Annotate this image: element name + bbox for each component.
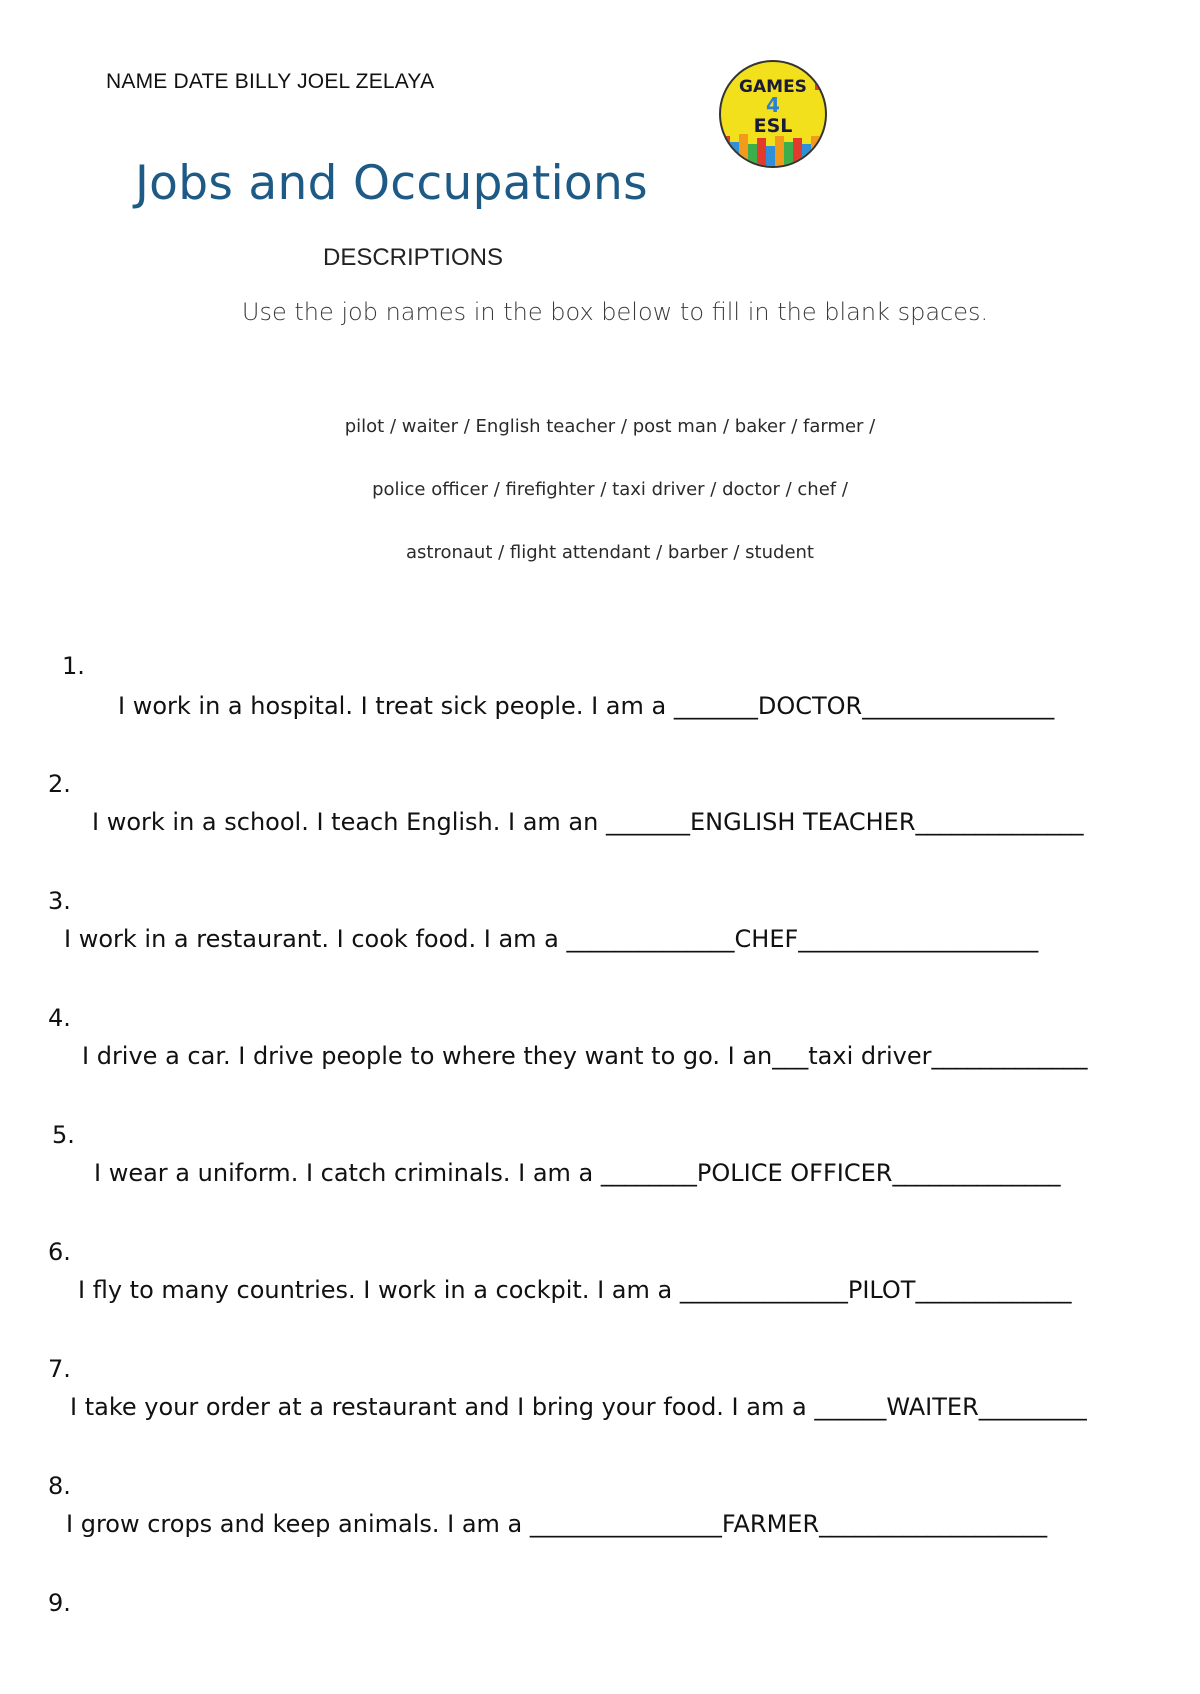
games4esl-logo [717,58,829,170]
item-sentence [92,808,1084,836]
logo-text-four: 4 [766,93,780,117]
item-prompt: I wear a uniform. I catch criminals. I am a [94,1159,601,1187]
answer-lead-blank: ______________ [566,925,735,953]
page-subtitle: DESCRIPTIONS [323,244,504,271]
item-prompt: I grow crops and keep animals. I am a [66,1510,530,1538]
answer-lead-blank: ______ [814,1393,887,1421]
item-number: 5. [52,1121,75,1149]
logo-text-esl: ESL [753,115,793,137]
word-bank-line: pilot / waiter / English teacher / post man / baker / farmer / [344,416,876,437]
item-sentence [94,1159,1060,1187]
answer-tail-blank: ________________ [862,692,1055,720]
answer-tail-blank: ______________ [892,1159,1061,1187]
item-sentence [66,1510,1047,1538]
answer-lead-blank: ______________ [679,1276,848,1304]
answer-lead-blank: ________________ [529,1510,722,1538]
item-sentence [78,1276,1071,1304]
word-bank [20,395,1200,584]
answer-tail-blank: _________ [978,1393,1087,1421]
answer-tail-blank: _____________ [915,1276,1072,1304]
item-prompt: I take your order at a restaurant and I bring your food. I am a [70,1393,815,1421]
item-sentence [118,692,1054,720]
answer-tail-blank: ___________________ [819,1510,1048,1538]
item-number: 6. [48,1238,71,1266]
item-prompt: I fly to many countries. I work in a cockpit. I am a [78,1276,680,1304]
page-title: Jobs and Occupations [135,156,648,211]
answer-tail-blank: _____________ [931,1042,1088,1070]
item-number: 9. [48,1589,71,1617]
item-number: 2. [48,770,71,798]
item-number: 8. [48,1472,71,1500]
name-date-line: NAME DATE BILLY JOEL ZELAYA [106,70,435,93]
answer-text[interactable]: CHEF [734,925,799,953]
answer-text[interactable]: taxi driver [808,1042,932,1070]
answer-lead-blank: _______ [605,808,690,836]
item-prompt: I work in a school. I teach English. I am an [92,808,606,836]
answer-text[interactable]: ENGLISH TEACHER [689,808,916,836]
item-prompt: I drive a car. I drive people to where they want to go. I an [82,1042,773,1070]
item-number: 4. [48,1004,71,1032]
item-sentence [82,1042,1088,1070]
answer-lead-blank: _______ [673,692,758,720]
item-sentence [70,1393,1087,1421]
answer-text[interactable]: WAITER [886,1393,979,1421]
item-prompt: I work in a restaurant. I cook food. I am a [64,925,567,953]
answer-tail-blank: ______________ [915,808,1084,836]
answer-text[interactable]: DOCTOR [757,692,863,720]
answer-tail-blank: ____________________ [798,925,1039,953]
word-bank-line: police officer / firefighter / taxi driver / doctor / chef / [372,479,848,500]
answer-text[interactable]: POLICE OFFICER [696,1159,893,1187]
answer-text[interactable]: FARMER [721,1510,820,1538]
word-bank-line: astronaut / flight attendant / barber / student [406,542,814,563]
answer-lead-blank: ________ [600,1159,697,1187]
logo-text-games: GAMES [739,77,807,97]
item-prompt: I work in a hospital. I treat sick people. I am a [118,692,674,720]
item-number: 3. [48,887,71,915]
answer-text[interactable]: PILOT [847,1276,916,1304]
instructions-text: Use the job names in the box below to fill in the blank spaces. [241,298,989,326]
answer-lead-blank: ___ [772,1042,809,1070]
item-sentence [64,925,1038,953]
item-number: 7. [48,1355,71,1383]
item-number: 1. [62,652,85,680]
